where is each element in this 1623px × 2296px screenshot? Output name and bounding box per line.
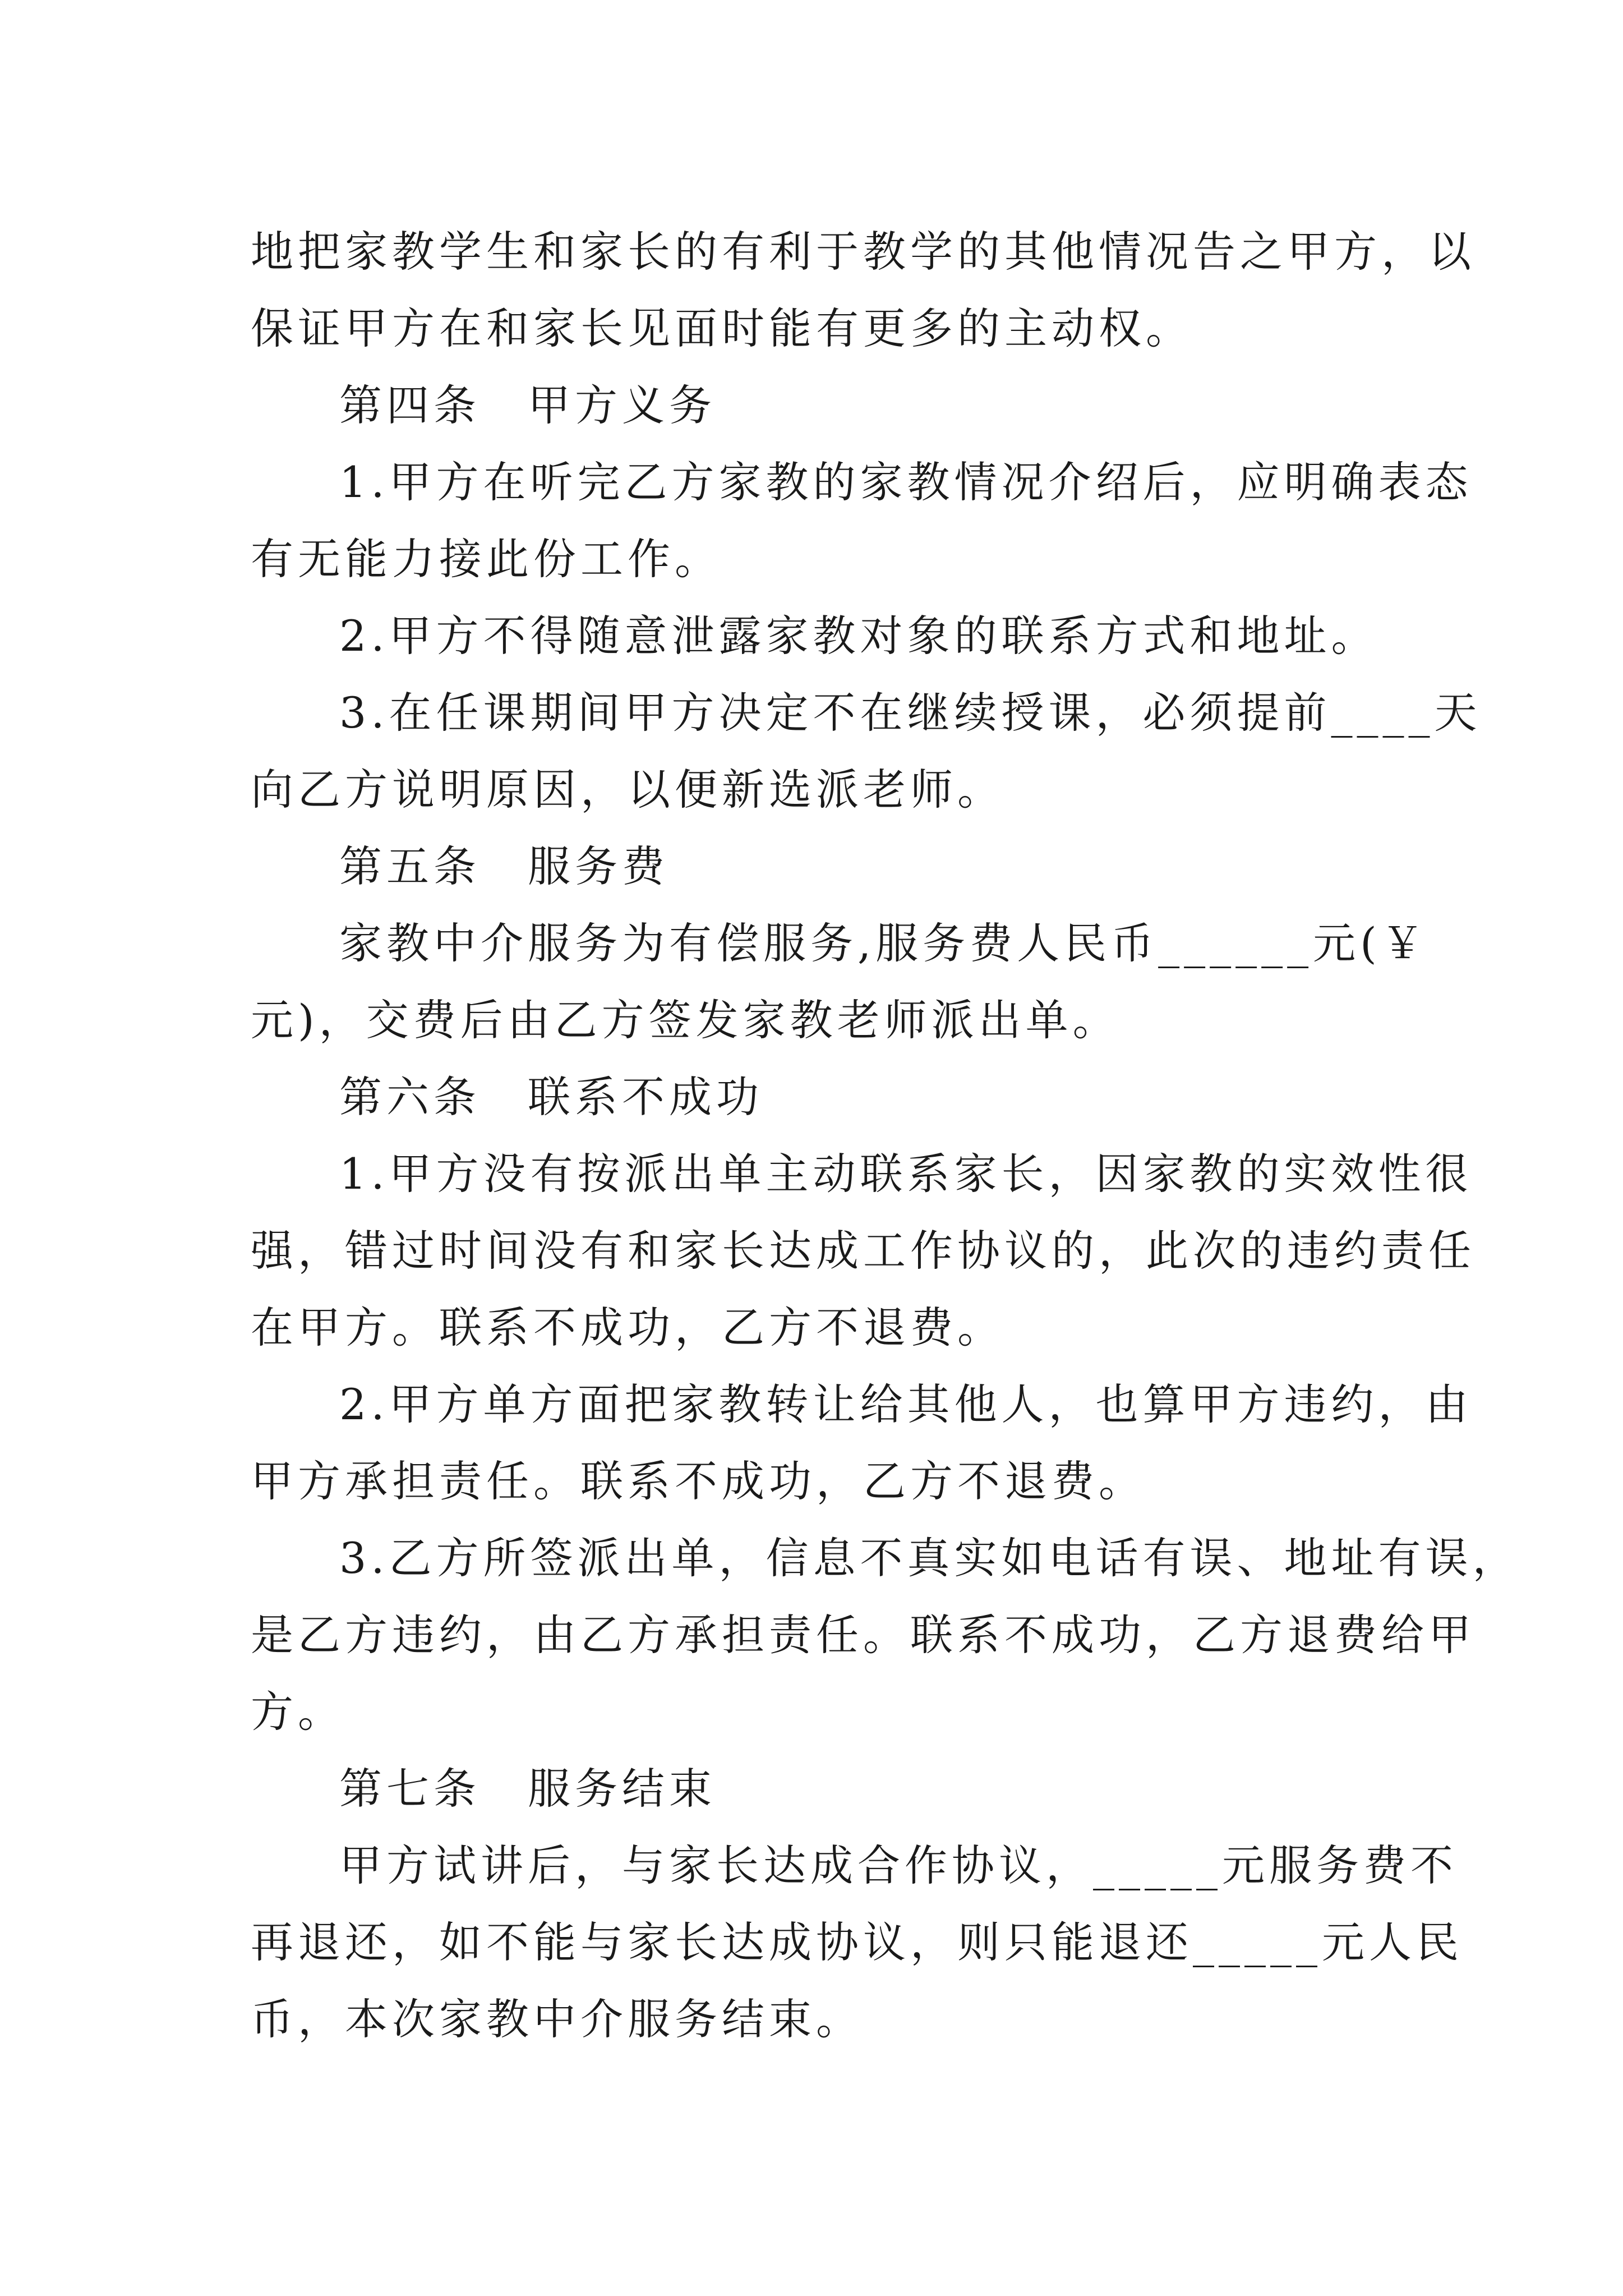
section-heading-5: 第五条 服务费 [339,841,669,891]
text-line: 元)，交费后由乙方签发家教老师派出单。 [251,995,1120,1045]
text-line: 甲方承担责任。联系不成功，乙方不退费。 [251,1456,1146,1506]
text-line: 地把家教学生和家长的有利于教学的其他情况告之甲方，以 [251,227,1476,277]
text-line: 保证甲方在和家长见面时能有更多的主动权。 [251,303,1193,353]
text-line: 甲方试讲后，与家长达成合作协议，_____元服务费不 [339,1841,1458,1890]
text-line: 1.甲方在听完乙方家教的家教情况介绍后，应明确表态 [339,457,1473,507]
text-line: 方。 [251,1687,345,1737]
text-line: 在甲方。联系不成功，乙方不退费。 [251,1303,1004,1352]
text-line: 3.乙方所签派出单，信息不真实如电话有误、地址有误， [339,1533,1520,1583]
text-line: 向乙方说明原因，以便新选派老师。 [251,765,1004,815]
text-line: 强，错过时间没有和家长达成工作协议的，此次的违约责任 [251,1226,1476,1276]
text-line: 是乙方违约，由乙方承担责任。联系不成功，乙方退费给甲 [251,1610,1476,1660]
text-line: 家教中介服务为有偿服务,服务费人民币______元(￥ [339,918,1428,968]
contract-text [251,213,1520,2058]
text-line: 2.甲方单方面把家教转让给其他人，也算甲方违约，由 [339,1379,1473,1429]
text-line: 有无能力接此份工作。 [251,534,722,584]
text-line: 2.甲方不得随意泄露家教对象的联系方式和地址。 [339,611,1378,661]
text-line: 1.甲方没有按派出单主动联系家长，因家教的实效性很 [339,1149,1473,1199]
section-heading-6: 第六条 联系不成功 [339,1072,763,1122]
text-line: 币，本次家教中介服务结束。 [251,1994,863,2044]
text-line: 3.在任课期间甲方决定不在继续授课，必须提前____天 [339,688,1482,738]
text-line: 再退还，如不能与家长达成协议，则只能退还_____元人民 [251,1917,1463,1967]
section-heading-4: 第四条 甲方义务 [339,380,716,430]
section-heading-7: 第七条 服务结束 [339,1764,716,1814]
